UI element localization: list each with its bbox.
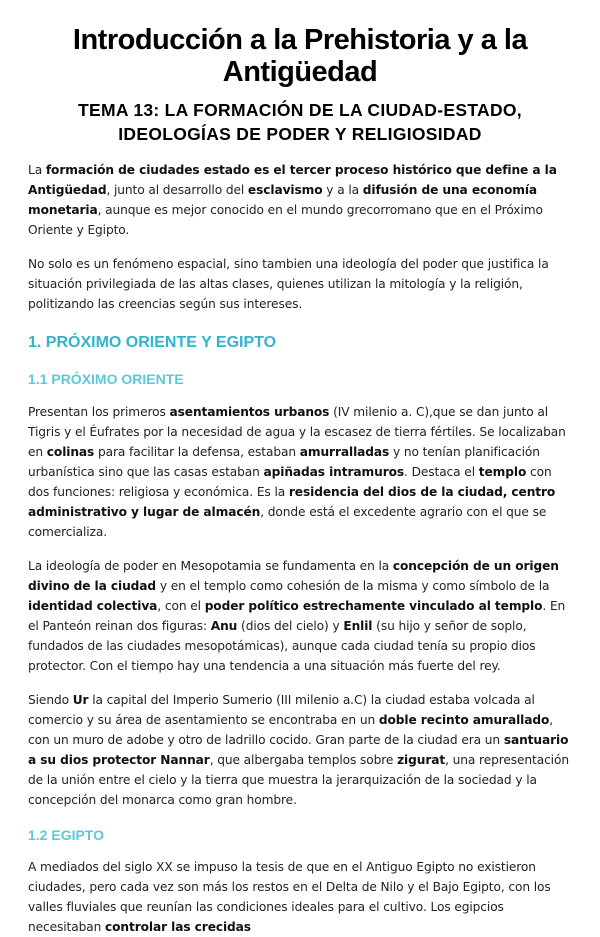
emphasized-text: asentamientos urbanos (169, 405, 330, 419)
emphasized-text: controlar las crecidas (105, 920, 251, 934)
emphasized-text: amurralladas (299, 445, 390, 459)
intro-paragraph-1 (28, 160, 572, 240)
emphasized-text: esclavismo (247, 183, 323, 197)
text-run: y no tenían planificación urbanística sino que las casas estaban (28, 445, 540, 479)
emphasized-text: identidad colectiva (28, 599, 158, 613)
emphasized-text: poder político estrechamente vinculado al templo (204, 599, 543, 613)
document-page (0, 24, 600, 934)
emphasized-text: colinas (46, 445, 95, 459)
emphasized-text: concepción de un origen divino de la ciudad (28, 559, 559, 593)
document-title: Introducción a la Prehistoria y a la Antigüedad (72, 24, 528, 88)
text-run: No solo es un fenómeno espacial, sino tambien una ideología del poder que justifica la situación privilegiada de las altas clases, quienes utilizan la mitología y la religión, politizando las creencias según sus intereses. (28, 257, 549, 311)
emphasized-text: templo (478, 465, 527, 479)
section-heading-proximo-oriente-egipto: 1. PRÓXIMO ORIENTE Y EGIPTO (28, 334, 277, 351)
text-run: A mediados del siglo XX se impuso la tesis de que en el Antiguo Egipto no existieron ciudades, pero cada vez son más los restos en el Delta de Nilo y el Bajo Egipto, con los valles fluviales que reunían las condiciones ideales para el cultivo. Los egipcios necesitaban (28, 860, 551, 934)
emphasized-text: Ur (72, 693, 89, 707)
subsection-heading-proximo-oriente: 1.1 PRÓXIMO ORIENTE (28, 371, 184, 387)
emphasized-text: residencia del dios de la ciudad, centro administrativo y lugar de almacén (28, 485, 556, 519)
text-run: con dos funciones: religiosa y económica. Es la (28, 465, 552, 499)
text-run: , aunque es mejor conocido en el mundo grecorromano que en el Próximo Oriente y Egipto. (28, 203, 543, 237)
text-run: La ideología de poder en Mesopotamia se fundamenta en la (28, 559, 393, 573)
egipto-paragraph-1 (28, 857, 572, 937)
intro-paragraph-2 (28, 254, 572, 314)
emphasized-text: santuario a su dios protector Nannar (28, 733, 569, 767)
text-run: Siendo (28, 693, 73, 707)
text-run: , donde está el excedente agrario con el que se comercializa. (28, 505, 547, 539)
text-run: (IV milenio a. C),que se dan junto al Tigris y el Éufrates por la necesidad de agua y la escasez de tierra fértiles. Se localizaban en (28, 405, 566, 459)
emphasized-text: formación de ciudades estado es el tercer proceso histórico que define a la Antigüedad (28, 163, 557, 197)
emphasized-text: Anu (210, 619, 238, 633)
text-run: La (28, 163, 46, 177)
text-run: , una representación de la unión entre el cielo y la tierra que muestra la jerarquización de la sociedad y la concepción del monarca como gran hombre. (28, 753, 569, 807)
text-run: , con el (157, 599, 205, 613)
proximo-oriente-paragraph-2 (28, 556, 572, 676)
proximo-oriente-paragraph-3 (28, 690, 572, 810)
emphasized-text: zigurat (397, 753, 446, 767)
subsection-heading-egipto: 1.2 EGIPTO (28, 827, 104, 843)
text-run: Presentan los primeros (28, 405, 170, 419)
proximo-oriente-paragraph-1 (28, 402, 572, 542)
emphasized-text: doble recinto amurallado (378, 713, 550, 727)
text-run: . Destaca el (404, 465, 479, 479)
emphasized-text: apiñadas intramuros (263, 465, 405, 479)
text-run: , con un muro de adobe y otro de ladrillo cocido. Gran parte de la ciudad era un (28, 713, 554, 747)
text-run: y a la (322, 183, 363, 197)
text-run: para facilitar la defensa, estaban (94, 445, 300, 459)
text-run: (su hijo y señor de soplo, fundados de las ciudades mesopotámicas), aunque cada ciudad tenía su propio dios protector. Con el tiempo hay una tendencia a una situación más fuerte del rey. (28, 619, 536, 673)
text-run: , que albergaba templos sobre (209, 753, 398, 767)
emphasized-text: Enlil (343, 619, 373, 633)
emphasized-text: difusión de una economía monetaria (28, 183, 538, 217)
text-run: (dios del cielo) y (237, 619, 344, 633)
text-run: la capital del Imperio Sumerio (III milenio a.C) la ciudad estaba volcada al comercio y su área de asentamiento se encontraba en un (28, 693, 535, 727)
document-subtitle: TEMA 13: LA FORMACIÓN DE LA CIUDAD-ESTADO, IDEOLOGÍAS DE PODER Y RELIGIOSIDAD (78, 100, 522, 144)
text-run: , junto al desarrollo del (106, 183, 248, 197)
text-run: . En el Panteón reinan dos figuras: (28, 599, 566, 633)
text-run: y en el templo como cohesión de la misma y como símbolo de la (156, 579, 550, 593)
